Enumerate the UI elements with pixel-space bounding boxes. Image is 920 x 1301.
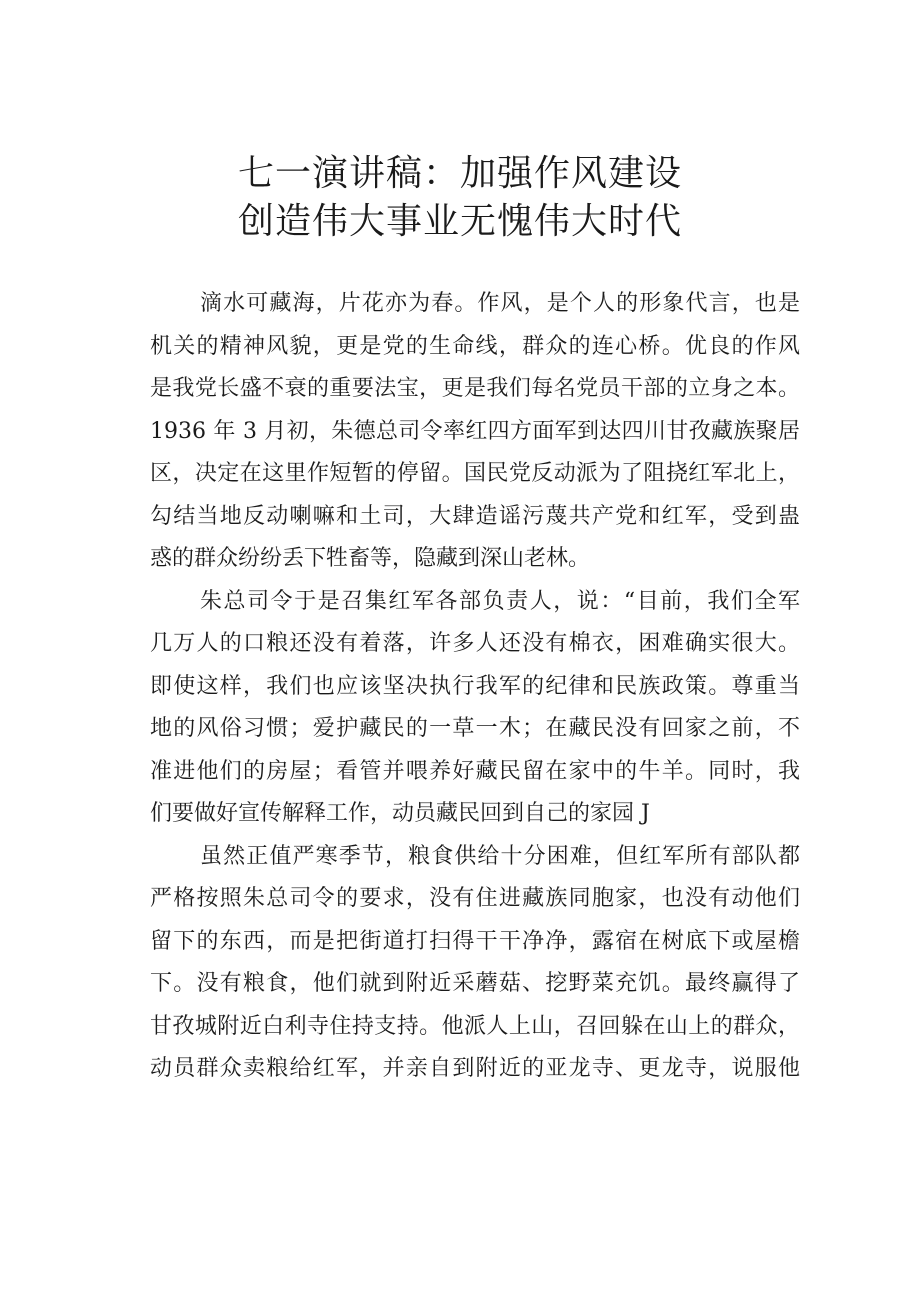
title-line-2: 创造伟大事业无愧伟大时代: [237, 201, 682, 242]
document-title: [0, 150, 920, 246]
paragraph-1-line-5: 区，决定在这里作短暂的停留。国民党反动派为了阻挠红军北上，: [150, 461, 800, 486]
paragraph-3-line-5: 甘孜城附近白利寺住持支持。他派人上山，召回躲在山上的群众，: [150, 1013, 800, 1039]
paragraph-3-line-2: 严格按照朱总司令的要求，没有住进藏族同胞家，也没有动他们: [150, 886, 800, 911]
paragraph-1-line-6: 勾结当地反动喇嘛和土司，大肆造谣污蔑共产党和红军，受到蛊: [150, 503, 800, 529]
paragraph-1-line-3: 是我党长盛不衰的重要法宝，更是我们每名党员干部的立身之本。: [150, 376, 800, 401]
paragraph-1-line-2: 机关的精神风貌，更是党的生命线，群众的连心桥。优良的作风: [150, 333, 800, 359]
paragraph-2-line-6: 们要做好宣传解释工作，动员藏民回到自己的家园 J: [150, 801, 650, 826]
paragraph-2-line-3: 即使这样，我们也应该坚决执行我军的纪律和民族政策。尊重当: [150, 673, 800, 699]
paragraph-2-line-2: 几万人的口粮还没有着落，许多人还没有棉衣，困难确实很大。: [150, 631, 800, 656]
paragraph-3-line-6: 动员群众卖粮给红军，并亲自到附近的亚龙寺、更龙寺，说服他: [150, 1056, 800, 1081]
paragraph-1-line-4: 1936 年 3 月初，朱德总司令率红四方面军到达四川甘孜藏族聚居: [150, 418, 800, 444]
paragraph-2-line-1: 朱总司令于是召集红军各部负责人，说：“目前，我们全军: [200, 588, 800, 614]
paragraph-3-line-1: 虽然正值严寒季节，粮食供给十分困难，但红军所有部队都: [200, 843, 800, 869]
paragraph-2-line-5: 准进他们的房屋；看管并喂养好藏民留在家中的牛羊。同时，我: [150, 758, 800, 784]
paragraph-1-line-7: 惑的群众纷纷丢下牲畜等，隐藏到深山老林。: [150, 546, 591, 571]
paragraph-2-line-4: 地的风俗习惯；爱护藏民的一草一木；在藏民没有回家之前，不: [150, 716, 800, 741]
document-body: [150, 283, 800, 1091]
paragraph-1-line-1: 滴水可藏海，片花亦为春。作风，是个人的形象代言，也是: [200, 291, 800, 316]
paragraph-3-line-3: 留下的东西，而是把街道打扫得干干净净，露宿在树底下或屋檐: [150, 928, 800, 954]
title-line-1: 七一演讲稿：加强作风建设: [237, 153, 682, 194]
paragraph-3-line-4: 下。没有粮食，他们就到附近采蘑菇、挖野菜充饥。最终赢得了: [150, 971, 800, 996]
